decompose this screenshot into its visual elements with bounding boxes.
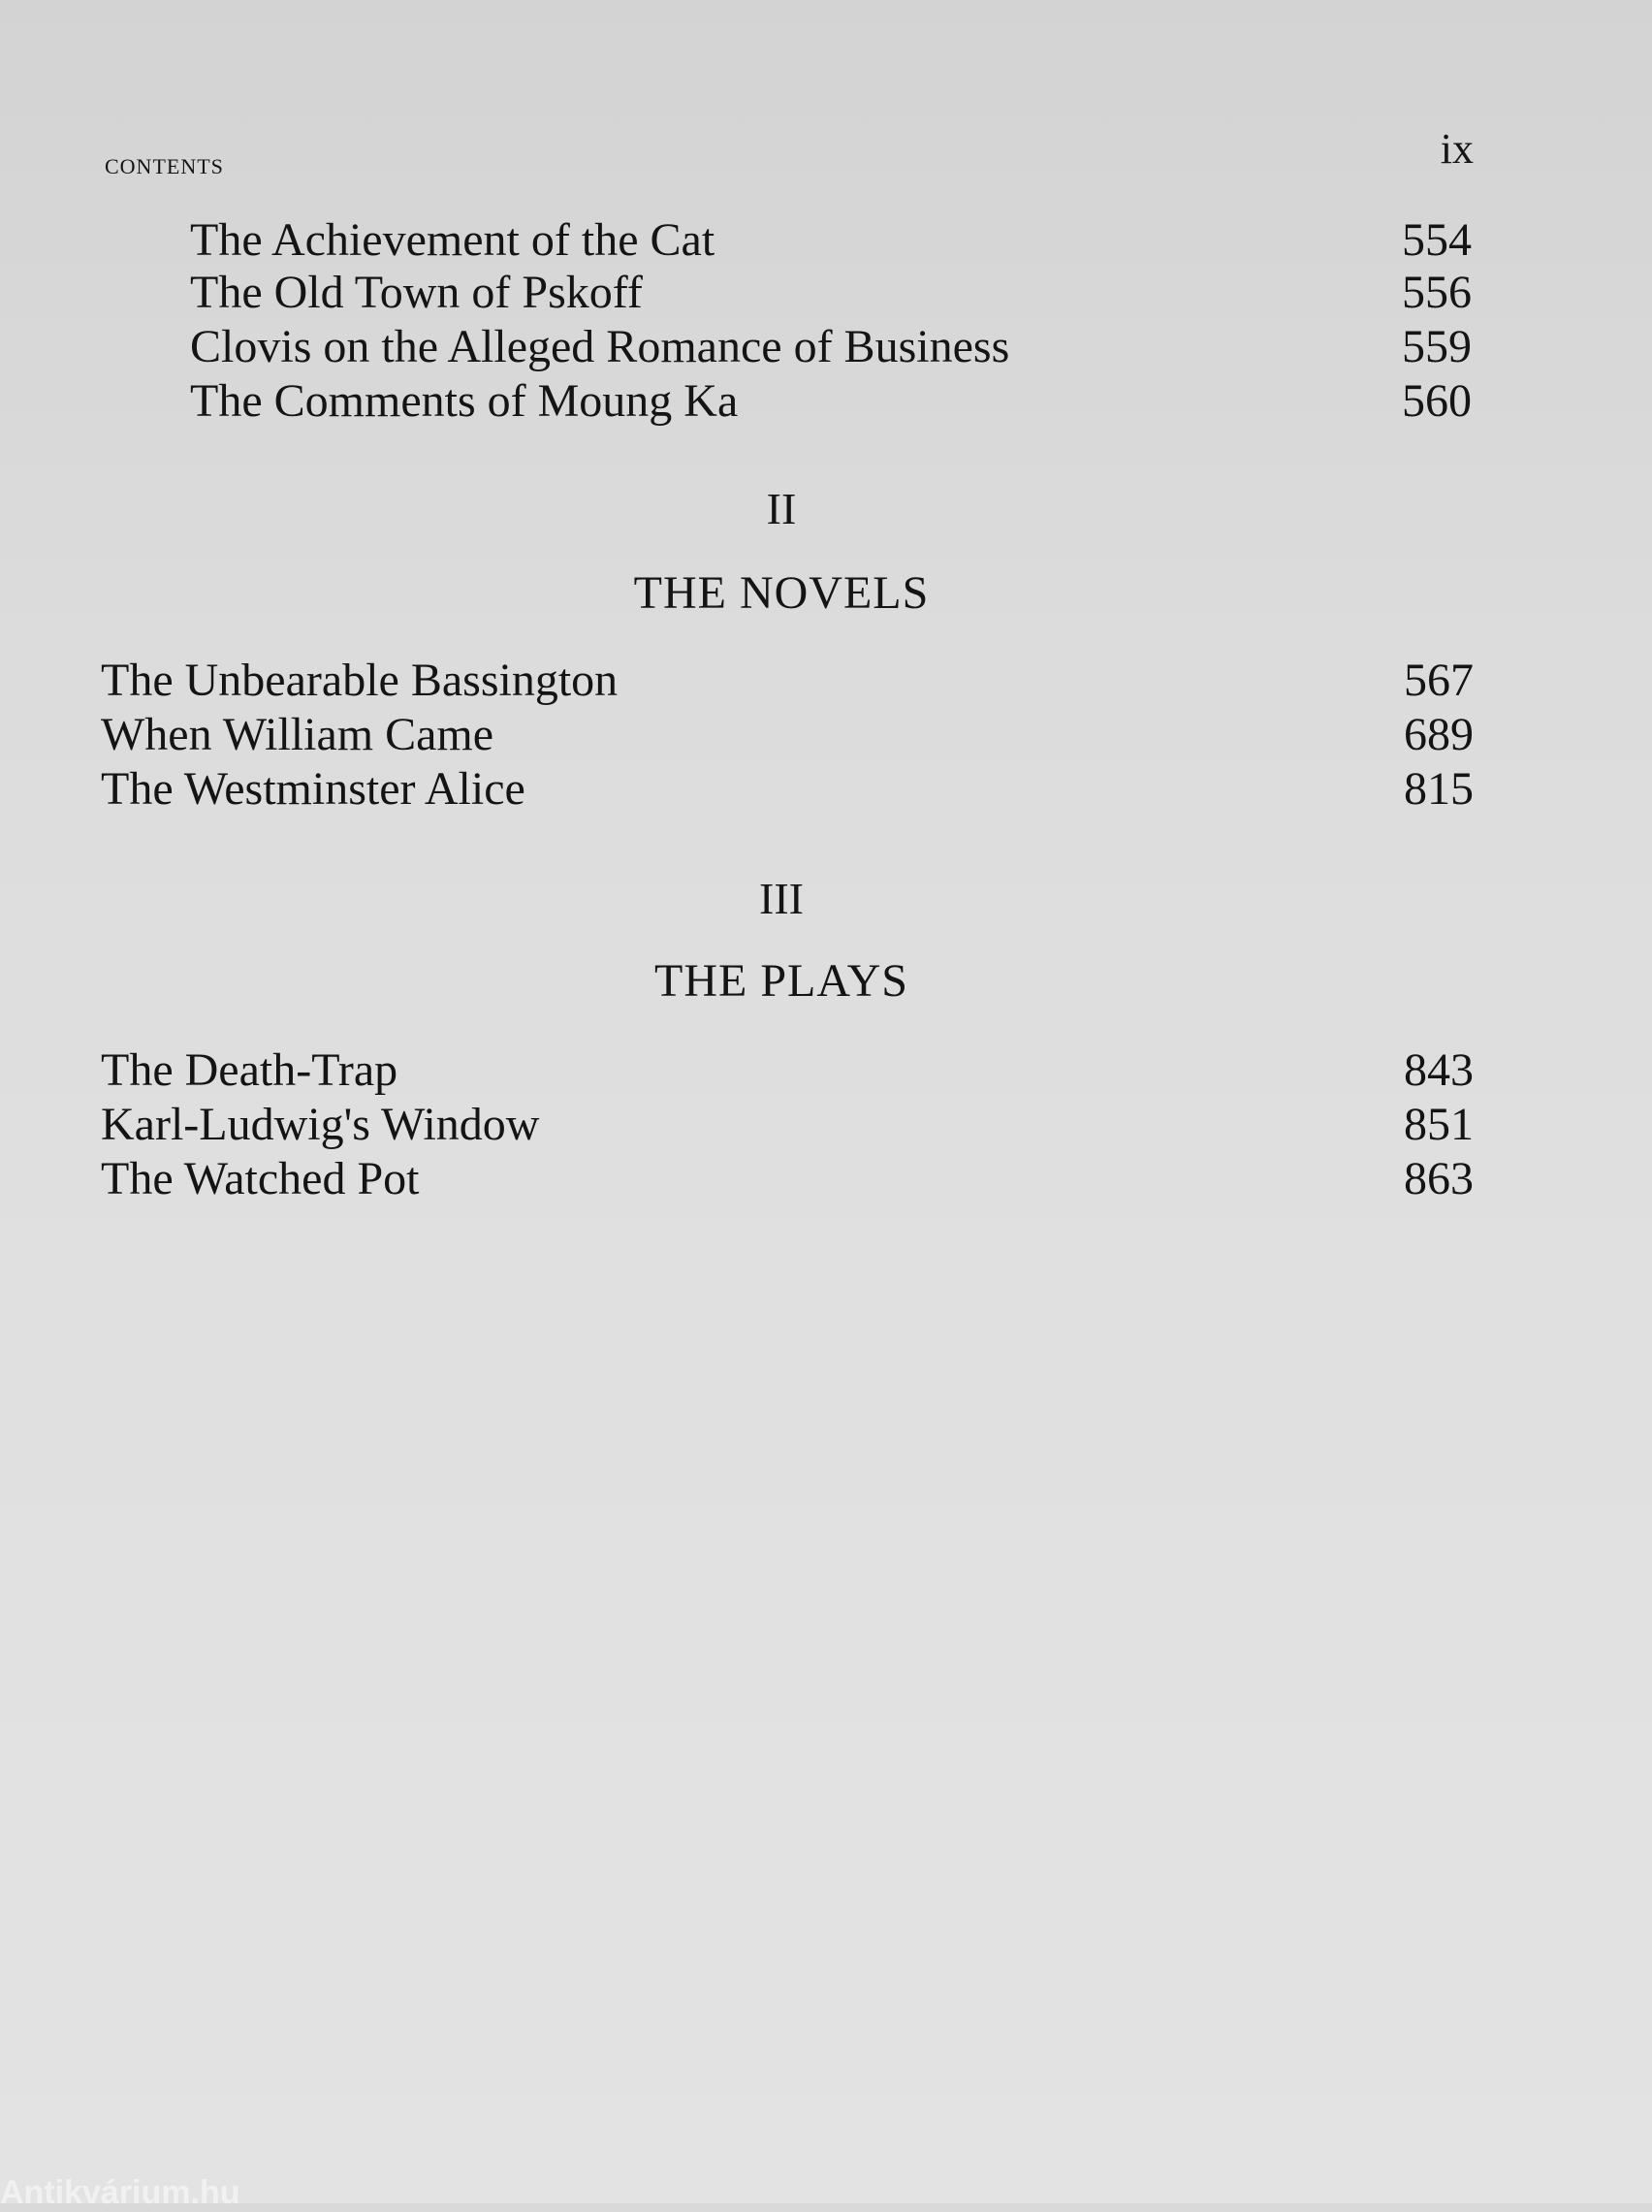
section-numeral-novels: II — [766, 484, 797, 533]
toc-entry-title: The Watched Pot — [101, 1153, 420, 1204]
toc-entry — [101, 706, 1474, 764]
toc-entry — [101, 1150, 1474, 1208]
toc-entry-title: The Comments of Moung Ka — [190, 375, 739, 427]
toc-entry-page: 559 — [1402, 321, 1472, 372]
toc-entry-title: The Achievement of the Cat — [190, 214, 715, 266]
section-heading-novels: THE NOVELS — [633, 567, 930, 619]
toc-entry-page: 567 — [1404, 655, 1474, 706]
section-numeral-plays: III — [759, 874, 804, 923]
toc-entry-title: Karl-Ludwig's Window — [101, 1099, 540, 1150]
toc-entry — [190, 211, 1472, 270]
toc-entry — [190, 372, 1472, 431]
toc-entry-page: 815 — [1404, 763, 1474, 815]
toc-entry-title: The Westminster Alice — [101, 763, 525, 815]
toc-entry-page: 554 — [1402, 214, 1472, 266]
toc-entry-page: 689 — [1404, 709, 1474, 760]
toc-entry-page: 560 — [1402, 375, 1472, 427]
toc-entry-page: 843 — [1404, 1044, 1474, 1096]
toc-entry — [101, 1096, 1474, 1154]
watermark-text: Antikvárium.hu — [0, 2174, 240, 2211]
toc-entry — [101, 1042, 1474, 1100]
toc-entry-title: The Old Town of Pskoff — [190, 267, 643, 318]
toc-entry — [190, 264, 1472, 322]
toc-entry — [190, 318, 1472, 376]
toc-entry — [101, 760, 1474, 818]
toc-entry-title: The Unbearable Bassington — [101, 655, 619, 706]
toc-entry-title: The Death-Trap — [101, 1044, 398, 1096]
toc-entry — [101, 652, 1474, 710]
running-head-label: contents — [105, 145, 224, 180]
toc-entry-title: Clovis on the Alleged Romance of Business — [190, 321, 1010, 372]
toc-entry-page: 556 — [1402, 267, 1472, 318]
page-folio: ix — [1440, 125, 1474, 173]
toc-entry-page: 851 — [1404, 1099, 1474, 1150]
section-heading-plays: THE PLAYS — [654, 955, 908, 1007]
toc-entry-title: When William Came — [101, 709, 494, 760]
toc-entry-page: 863 — [1404, 1153, 1474, 1204]
